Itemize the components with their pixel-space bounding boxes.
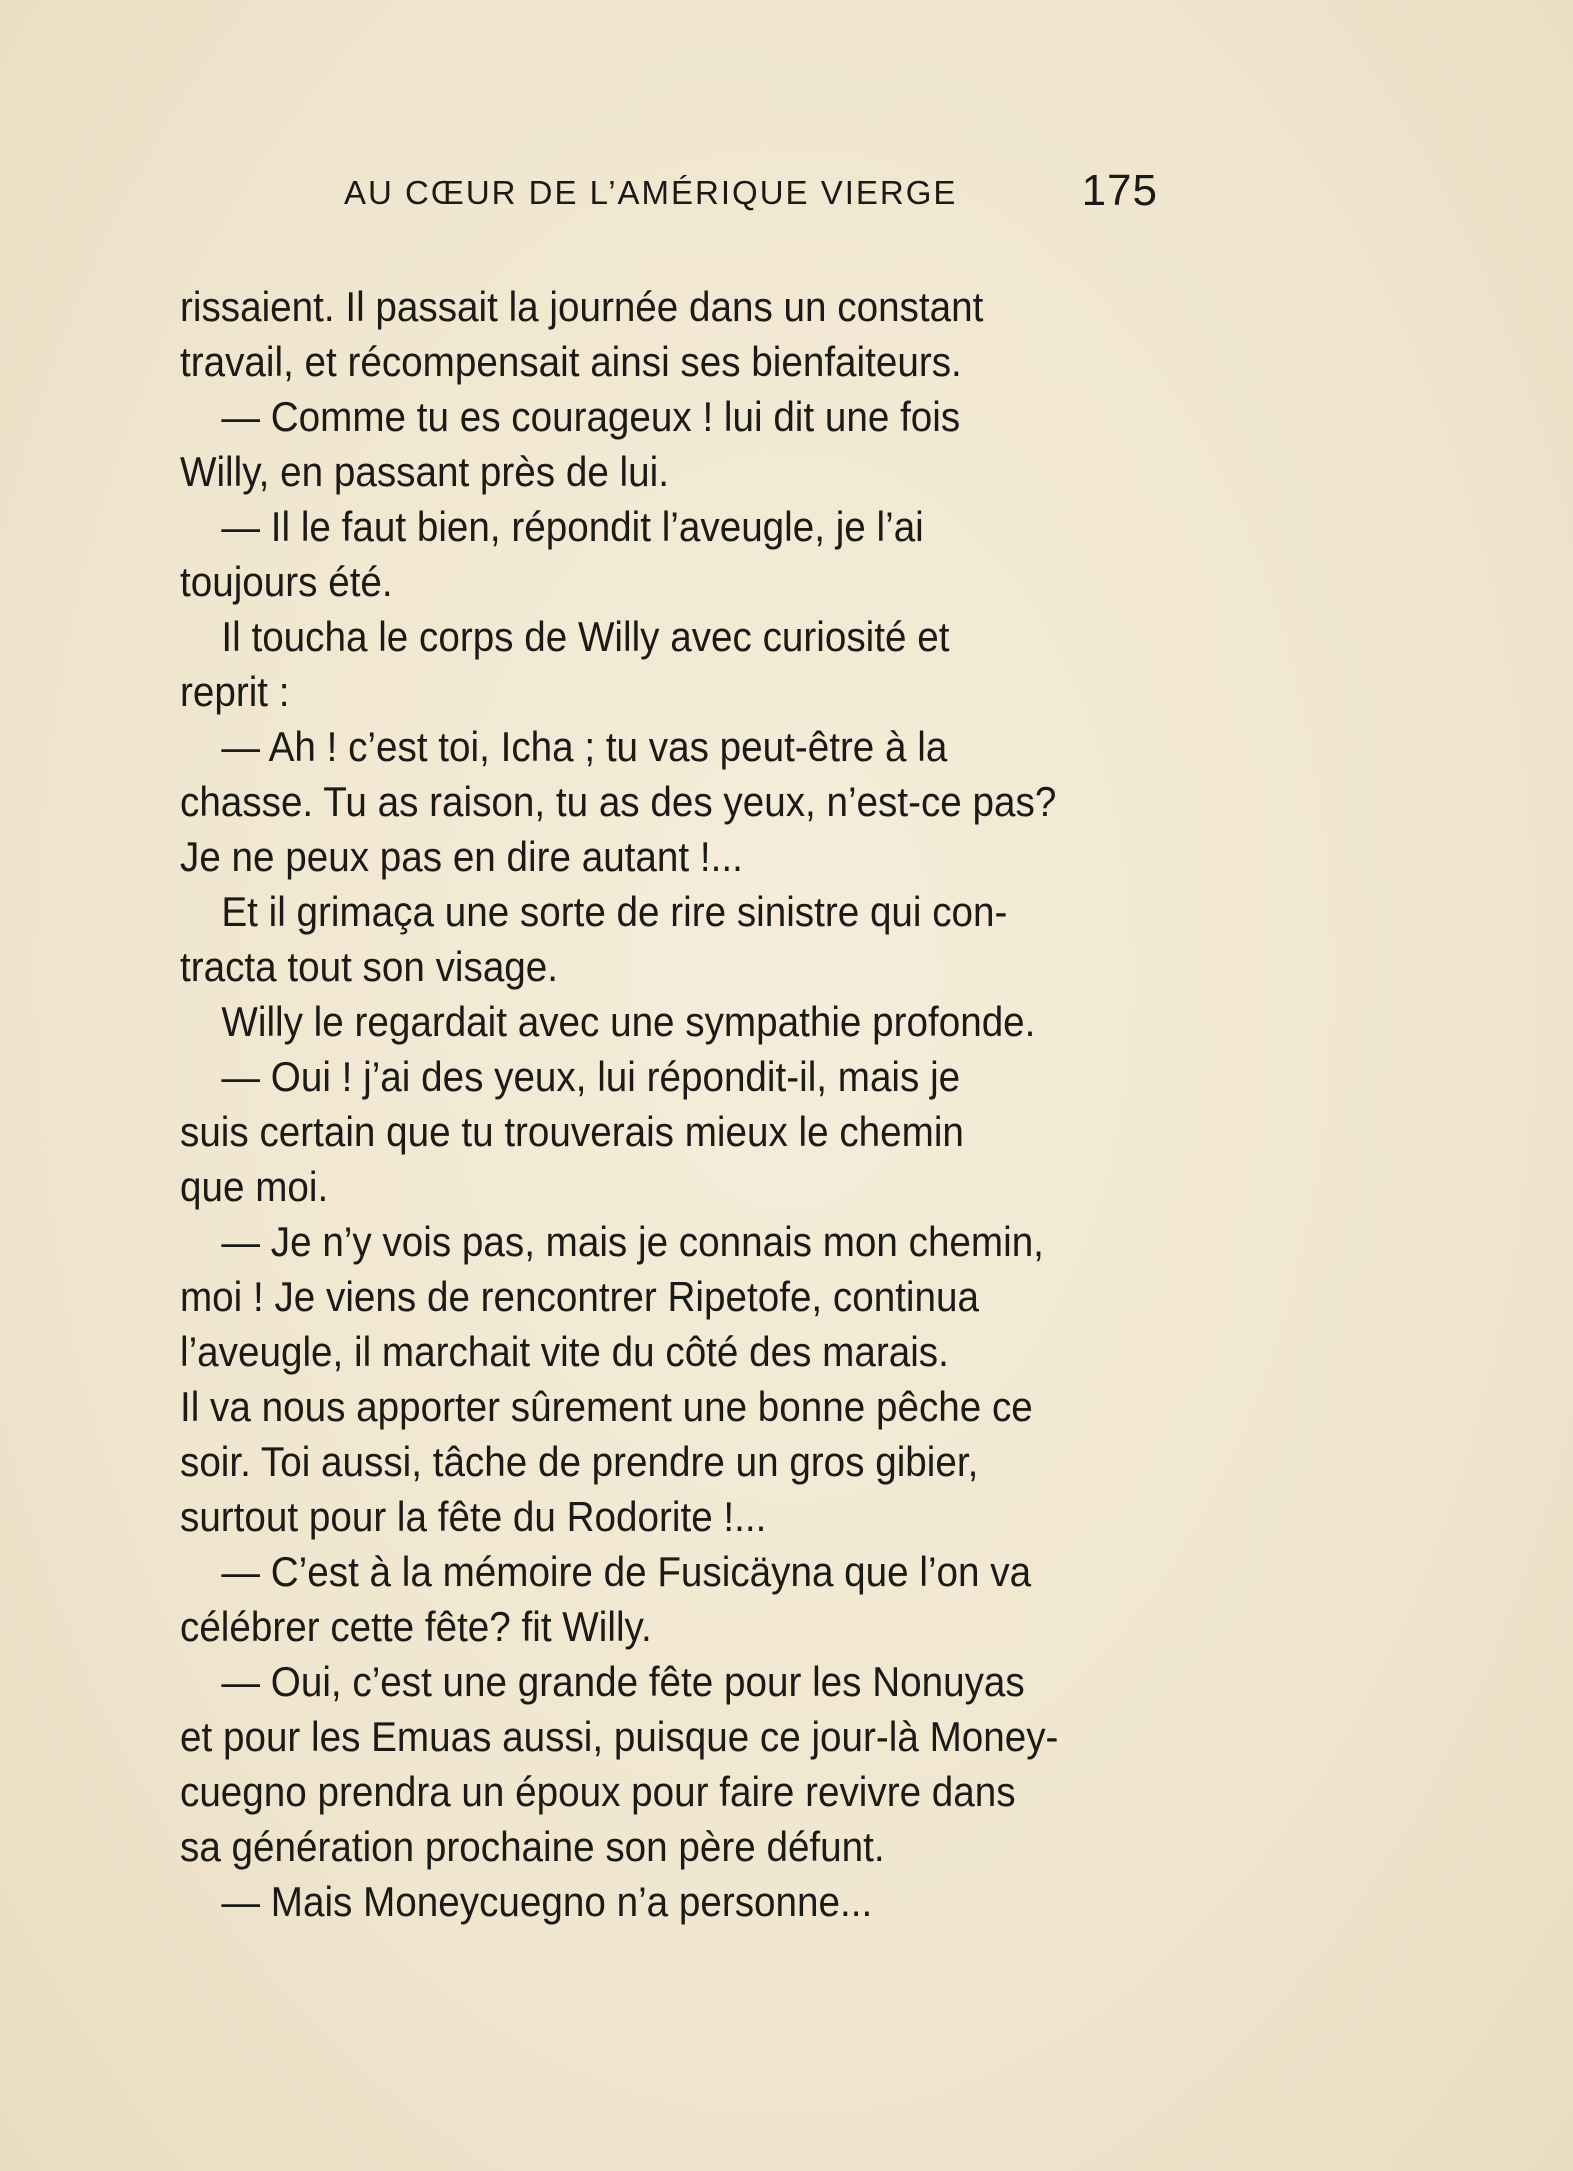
- paragraph: [180, 1544, 1080, 1654]
- page-header: [180, 160, 1158, 224]
- text-line: toujours été.: [180, 558, 393, 605]
- page-number: 175: [1081, 166, 1158, 215]
- text-line: sa génération prochaine son père défunt.: [180, 1823, 885, 1870]
- text-line: que moi.: [180, 1163, 329, 1210]
- text-line: cuegno prendra un époux pour faire revivre dans: [180, 1768, 1016, 1815]
- paragraph: [180, 1654, 1080, 1874]
- text-line: Willy le regardait avec une sympathie profonde.: [221, 998, 1036, 1045]
- text-line: Il va nous apporter sûrement une bonne pêche ce: [180, 1383, 1033, 1430]
- text-line: Et il grimaça une sorte de rire sinistre qui con-: [221, 888, 1008, 935]
- text-line: — Comme tu es courageux ! lui dit une fois: [221, 393, 961, 440]
- text-line: reprit :: [180, 668, 290, 715]
- text-line: tracta tout son visage.: [180, 943, 559, 990]
- text-line: moi ! Je viens de rencontrer Ripetofe, continua: [180, 1273, 979, 1320]
- paragraph: [180, 609, 1080, 719]
- text-line: célébrer cette fête? fit Willy.: [180, 1603, 652, 1650]
- running-title: AU CŒUR DE L’AMÉRIQUE VIERGE: [344, 174, 958, 211]
- text-line: — Oui ! j’ai des yeux, lui répondit-il, mais je: [221, 1053, 961, 1100]
- text-line: soir. Toi aussi, tâche de prendre un gros gibier,: [180, 1438, 979, 1485]
- text-line: suis certain que tu trouverais mieux le chemin: [180, 1108, 964, 1155]
- text-line: rissaient. Il passait la journée dans un constant: [180, 283, 984, 330]
- paragraph: [180, 1874, 1080, 1929]
- text-line: l’aveugle, il marchait vite du côté des marais.: [180, 1328, 949, 1375]
- paragraph: [180, 1214, 1080, 1544]
- text-line: Je ne peux pas en dire autant !...: [180, 833, 743, 880]
- paragraph: [180, 499, 1080, 609]
- paragraph: [180, 994, 1080, 1049]
- text-line: — Il le faut bien, répondit l’aveugle, je l’ai: [221, 503, 924, 550]
- text-line: — C’est à la mémoire de Fusicäyna que l’on va: [221, 1548, 1032, 1595]
- body-text: [180, 279, 1080, 1929]
- text-line: travail, et récompensait ainsi ses bienfaiteurs.: [180, 338, 962, 385]
- paragraph: [180, 719, 1080, 884]
- paragraph: [180, 1049, 1080, 1214]
- text-line: Willy, en passant près de lui.: [180, 448, 669, 495]
- text-line: chasse. Tu as raison, tu as des yeux, n’est-ce pas?: [180, 778, 1057, 825]
- text-line: — Ah ! c’est toi, Icha ; tu vas peut-être à la: [221, 723, 948, 770]
- paragraph: [180, 389, 1080, 499]
- text-line: — Oui, c’est une grande fête pour les Nonuyas: [221, 1658, 1025, 1705]
- paragraph: [180, 279, 1080, 389]
- text-line: — Mais Moneycuegno n’a personne...: [221, 1878, 873, 1925]
- text-line: Il toucha le corps de Willy avec curiosité et: [221, 613, 950, 660]
- paragraph: [180, 884, 1080, 994]
- text-line: surtout pour la fête du Rodorite !...: [180, 1493, 767, 1540]
- text-line: et pour les Emuas aussi, puisque ce jour-là Money-: [180, 1713, 1059, 1760]
- text-line: — Je n’y vois pas, mais je connais mon chemin,: [221, 1218, 1044, 1265]
